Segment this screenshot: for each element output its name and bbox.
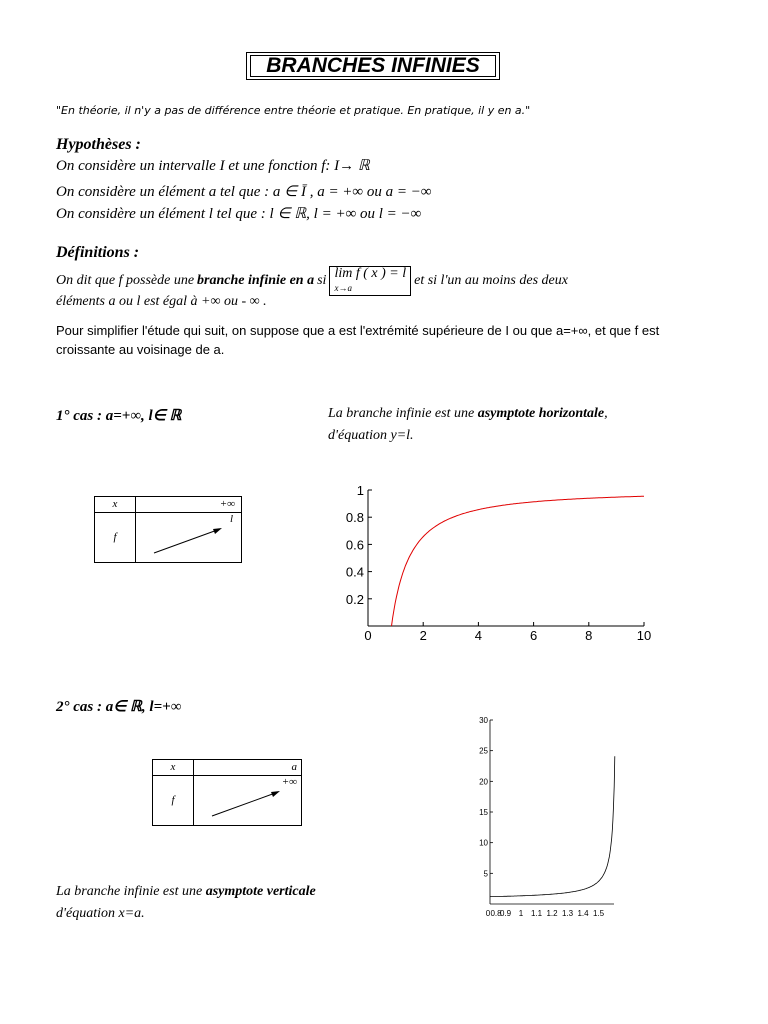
y-tick-label: 5 [483, 869, 488, 879]
definition-line-2: éléments a ou l est égal à +∞ ou - ∞ . [56, 294, 267, 309]
limit-subscript: x→a [334, 283, 352, 293]
hypotheses-heading: Hypothèses : [56, 136, 141, 153]
increasing-arrow-icon [136, 513, 244, 563]
title-text: BRANCHES INFINIES [266, 54, 480, 77]
x-tick-label: 0.8 [490, 909, 502, 918]
definition-sentence [56, 266, 568, 296]
x-tick-label: 1 [518, 909, 524, 918]
y-tick-label: 0.4 [345, 564, 364, 580]
hypothesis-line-3: On considère un élément l tel que : l ∈ ℝ, l = +∞ ou l = −∞ [56, 206, 422, 222]
y-tick-label: 30 [479, 716, 488, 725]
case2-desc-pre: La branche infinie est une [56, 884, 206, 899]
y-tick-label: 20 [479, 777, 488, 787]
case2-x-label: x [153, 760, 194, 776]
case1-f-label: f [95, 513, 136, 563]
hypothesis-line-2: On considère un élément a tel que : a ∈ Ī , a = +∞ ou a = −∞ [56, 184, 432, 200]
case2-heading: 2° cas : a∈ ℝ, l=+∞ [56, 699, 182, 715]
x-tick-label: 4 [474, 628, 483, 643]
case2-limit-value: +∞ [281, 776, 297, 788]
limit-expression: lim f ( x ) = l [334, 266, 407, 281]
case1-limit-value: l [229, 513, 233, 525]
x-tick-label: 8 [585, 628, 593, 643]
series-line [490, 756, 615, 897]
case1-x-top: +∞ [136, 497, 242, 513]
x-tick-label: 0 [485, 909, 491, 918]
case1-desc-post: , [604, 406, 608, 421]
x-tick-label: 1.3 [561, 909, 574, 918]
y-tick-label: 10 [479, 838, 488, 848]
case1-description [328, 406, 608, 422]
case2-variation-table [152, 759, 302, 826]
chart-1 [336, 478, 660, 646]
case1-desc-bold: asymptote horizontale [477, 406, 605, 421]
x-tick-label: 6 [529, 628, 538, 643]
y-tick-label: 0.6 [345, 537, 364, 553]
y-tick-label: 0.2 [345, 591, 364, 607]
definitions-heading: Définitions : [56, 244, 140, 261]
x-tick-label: 0 [364, 628, 372, 643]
case1-desc-pre: La branche infinie est une [328, 406, 478, 421]
case1-description-line2: d'équation y=l. [328, 428, 414, 443]
x-tick-label: 1.2 [546, 909, 558, 918]
case2-f-label: f [153, 776, 194, 826]
increasing-arrow-icon [194, 776, 304, 826]
series-line [392, 496, 645, 626]
case1-x-label: x [95, 497, 136, 513]
case2-description [56, 884, 316, 900]
case1-heading: 1° cas : a=+∞, l∈ ℝ [56, 408, 182, 424]
y-tick-label: 0.8 [345, 510, 364, 526]
case1-variation-table [94, 496, 242, 563]
case2-x-top: a [194, 760, 302, 776]
case2-desc-bold: asymptote verticale [205, 884, 316, 899]
page-title [246, 52, 500, 80]
case2-description-line2: d'équation x=a. [56, 906, 145, 921]
x-tick-label: 1.1 [530, 909, 543, 918]
definition-post: et si l'un au moins des deux [414, 273, 568, 288]
x-tick-label: 2 [419, 628, 427, 643]
definition-bold: branche infinie en a [197, 273, 315, 288]
x-tick-label: 10 [636, 628, 652, 643]
case1-f-cell [136, 513, 242, 563]
definition-mid: si [317, 273, 327, 288]
definition-pre: On dit que f possède une [56, 273, 195, 288]
y-tick-label: 1 [356, 483, 364, 498]
simplify-paragraph: Pour simplifier l'étude qui suit, on suppose que a est l'extrémité supérieure de I ou que a=+∞, et que f est croissante au voisinage de a. [56, 323, 660, 357]
limit-box [329, 266, 411, 296]
case2-f-cell [194, 776, 302, 826]
x-tick-label: 0.9 [499, 909, 512, 918]
x-tick-label: 1.4 [577, 909, 589, 918]
epigraph-quote: "En théorie, il n'y a pas de différence entre théorie et pratique. En pratique, il y en a." [56, 104, 531, 117]
x-tick-label: 1.5 [592, 909, 605, 918]
y-tick-label: 25 [479, 746, 488, 756]
hypothesis-line-1: On considère un intervalle I et une fonction f: I→ ℝ [56, 158, 370, 174]
y-tick-label: 15 [479, 808, 488, 817]
chart-2 [474, 712, 624, 922]
